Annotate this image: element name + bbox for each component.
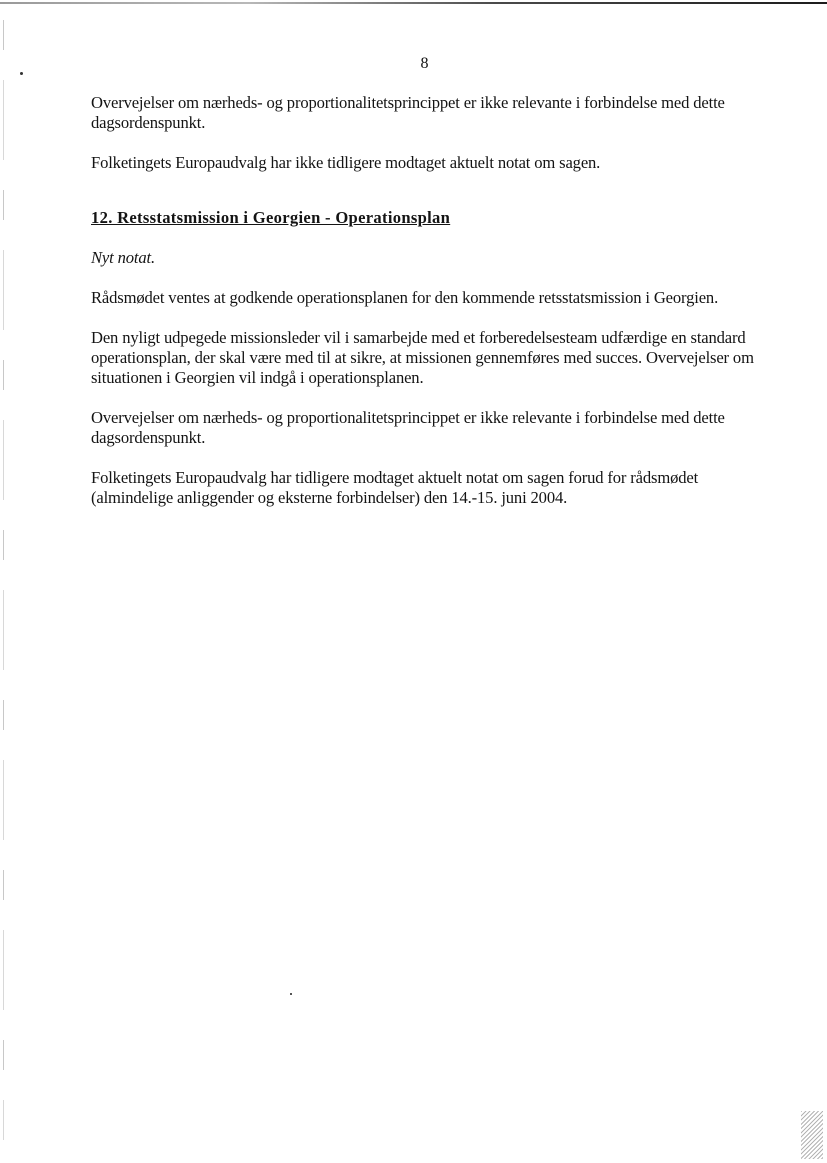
section-paragraph-approval: Rådsmødet ventes at godkende operationsplanen for den kommende retsstatsmission i Georgien.	[91, 288, 719, 307]
section-heading: 12. Retsstatsmission i Georgien - Operationsplan	[91, 208, 451, 227]
intro-paragraph-committee: Folketingets Europaudvalg har ikke tidligere modtaget aktuelt notat om sagen.	[91, 153, 601, 172]
scan-border-top	[0, 2, 827, 4]
section-paragraph-subsidiarity: Overvejelser om nærheds- og proportionalitetsprincippet er ikke relevante i forbindelse med dette dagsordenspunkt.	[91, 408, 725, 447]
document-body	[91, 93, 761, 528]
intro-paragraph-subsidiarity: Overvejelser om nærheds- og proportionalitetsprincippet er ikke relevante i forbindelse med dette dagsordenspunkt.	[91, 93, 725, 132]
page-number: 8	[420, 55, 429, 72]
section-note: Nyt notat.	[91, 248, 155, 267]
section-paragraph-committee: Folketingets Europaudvalg har tidligere modtaget aktuelt notat om sagen forud for rådsmødet (almindelige anliggender og eksterne forbindelser) den 14.-15. juni 2004.	[91, 468, 699, 507]
section-paragraph-plan: Den nyligt udpegede missionsleder vil i samarbejde med et forberedelsesteam udfærdige en standard operationsplan, der skal være med til at sikre, at missionen gennemføres med succes. Overvejelser om situationen i Georgien vil indgå i operationsplanen.	[91, 328, 754, 387]
scan-border-left	[3, 20, 4, 1140]
scan-corner-noise	[801, 1111, 823, 1159]
scan-speck-lower	[290, 993, 292, 995]
